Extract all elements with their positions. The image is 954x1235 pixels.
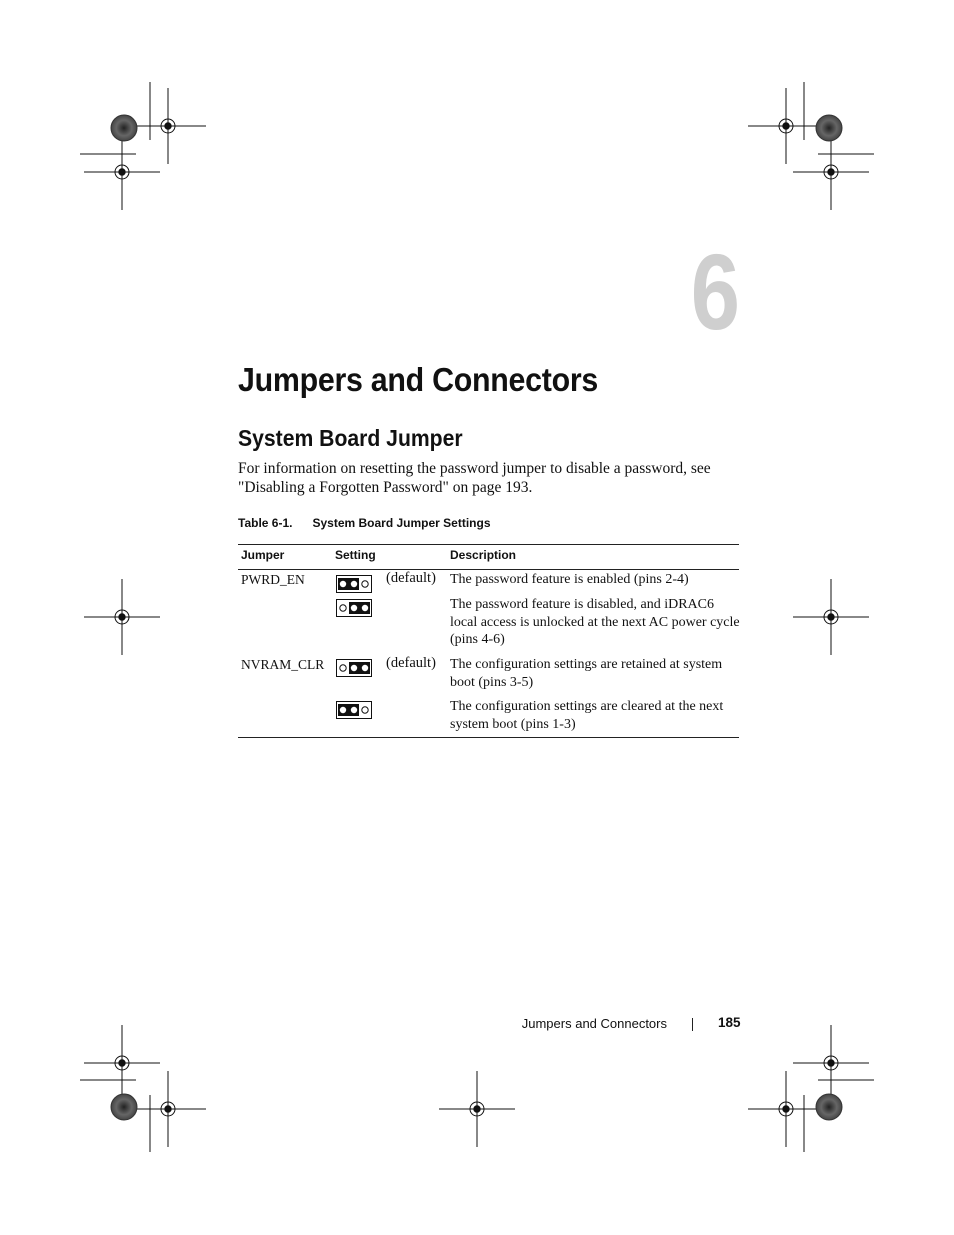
header-jumper: Jumper bbox=[241, 548, 285, 562]
table-caption-label: Table 6-1. bbox=[238, 516, 293, 530]
default-label: (default) bbox=[386, 570, 436, 586]
section-title: System Board Jumper bbox=[238, 425, 463, 451]
setting-description: The configuration settings are cleared at the next system boot (pins 1-3) bbox=[450, 699, 724, 732]
jumper-pins-icon bbox=[336, 575, 372, 593]
table-caption bbox=[238, 516, 491, 530]
setting-description: The configuration settings are retained at system boot (pins 3-5) bbox=[450, 657, 723, 690]
table-bottom-rule bbox=[238, 737, 739, 738]
footer-section-name: Jumpers and Connectors bbox=[521, 1016, 667, 1031]
footer-separator bbox=[692, 1018, 693, 1031]
jumper-pins-icon bbox=[336, 599, 372, 617]
jumper-pins-icon bbox=[336, 659, 372, 677]
header-description: Description bbox=[450, 548, 517, 562]
chapter-number: 6 bbox=[690, 231, 740, 352]
jumper-name: PWRD_EN bbox=[241, 572, 305, 587]
table-header-rule bbox=[238, 569, 739, 570]
table-caption-title: System Board Jumper Settings bbox=[312, 516, 491, 530]
setting-description: The password feature is disabled, and iDRAC6 local access is unlocked at the next AC power cycle (pins 4-6) bbox=[450, 597, 740, 647]
intro-paragraph: For information on resetting the password jumper to disable a password, see "Disabling a Forgotten Password" on page 193. bbox=[238, 460, 711, 496]
jumper-name: NVRAM_CLR bbox=[241, 657, 325, 672]
header-setting: Setting bbox=[335, 548, 376, 562]
table-top-rule bbox=[238, 544, 739, 545]
page-number: 185 bbox=[718, 1015, 741, 1030]
setting-description: The password feature is enabled (pins 2-4) bbox=[450, 572, 689, 587]
chapter-title: Jumpers and Connectors bbox=[238, 361, 599, 398]
default-label: (default) bbox=[386, 655, 436, 671]
jumper-pins-icon bbox=[336, 701, 372, 719]
